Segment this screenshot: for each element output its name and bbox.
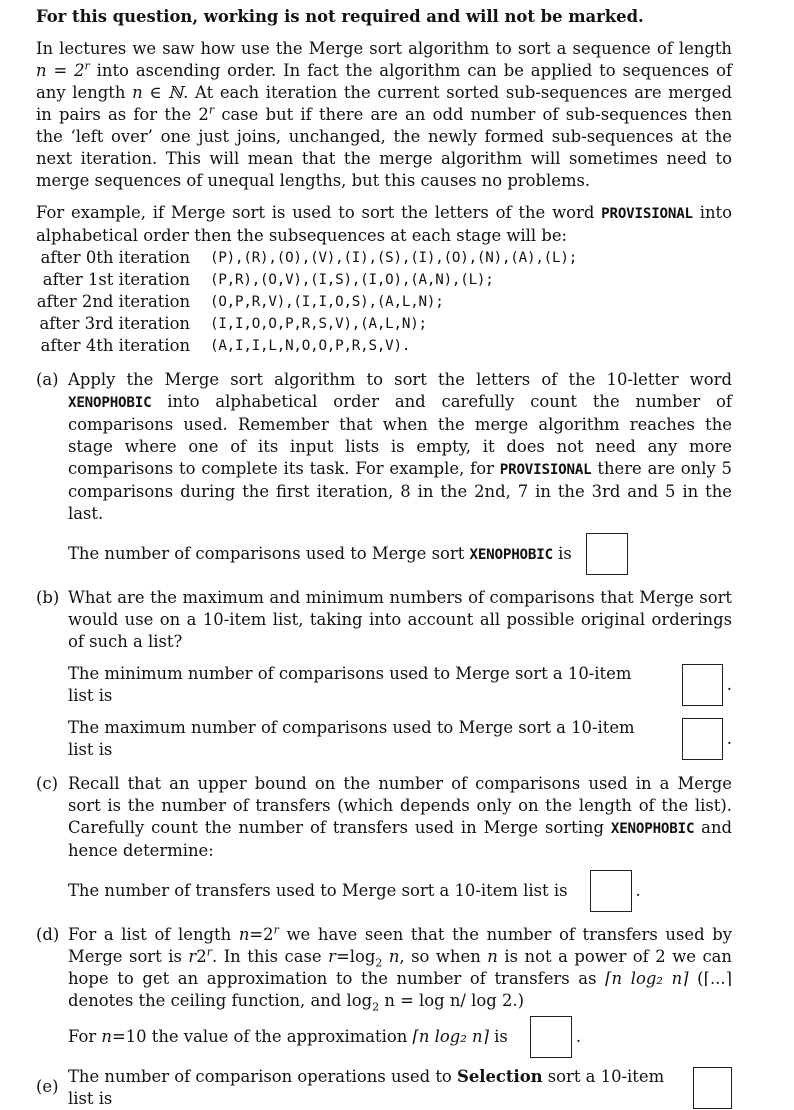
math-exponent: r xyxy=(206,945,212,959)
iteration-row xyxy=(36,247,577,269)
iteration-value: (P),(R),(O),(V),(I),(S),(I),(O),(N),(A),(L); xyxy=(210,250,578,266)
part-b-max-label: The maximum number of comparisons used to Merge sort a 10-item list is xyxy=(68,718,635,759)
math-r: r xyxy=(328,947,336,966)
math-exponent: r xyxy=(208,103,215,117)
part-e-answer-line xyxy=(68,1066,732,1110)
iteration-value: (O,P,R,V),(I,I,O,S),(A,L,N); xyxy=(210,294,444,310)
iteration-value: (P,R),(O,V),(I,S),(I,O),(A,N),(L); xyxy=(210,272,494,288)
math-ceiling-expression: ⌈n log₂ n⌉ xyxy=(605,969,689,988)
part-b-min-line xyxy=(68,663,732,707)
iteration-value: (A,I,I,L,N,O,O,P,R,S,V). xyxy=(210,338,411,354)
part-text: The number of comparison operations used to xyxy=(68,1067,457,1086)
iteration-label: after 4th iteration xyxy=(40,336,190,355)
part-d xyxy=(36,924,732,1058)
part-e-answer-label xyxy=(68,1066,671,1110)
math-n: n xyxy=(487,947,498,966)
math-exponent: r xyxy=(84,59,90,73)
word-xenophobic: XENOPHOBIC xyxy=(610,821,695,837)
word-xenophobic: XENOPHOBIC xyxy=(469,546,553,563)
part-text: For a list of length xyxy=(68,925,239,944)
iteration-label: after 3rd iteration xyxy=(39,314,190,333)
question-page xyxy=(36,6,732,1110)
part-a-answer-label xyxy=(68,543,572,566)
part-c-answer-line xyxy=(68,870,732,912)
math-text: =log xyxy=(335,947,376,966)
answer-box-e[interactable] xyxy=(693,1067,732,1109)
part-text: , so when xyxy=(399,947,488,966)
part-c-tag: (c) xyxy=(36,774,58,793)
iteration-row xyxy=(36,269,577,291)
part-b-min-label: The minimum number of comparisons used to Merge sort a 10-item list is xyxy=(68,664,632,705)
intro-text: In lectures we saw how use the Merge sort algorithm to sort a sequence of length xyxy=(36,39,732,58)
math-subscript: 2 xyxy=(372,1000,380,1014)
instruction-heading: For this question, working is not required and will not be marked. xyxy=(36,7,644,26)
iteration-label: after 1st iteration xyxy=(42,270,190,289)
intro-paragraph-1 xyxy=(36,38,732,192)
math-subscript: 2 xyxy=(375,956,383,970)
part-text: . In this case xyxy=(211,947,329,966)
intro-text: into alphabetical order then the subsequences at each stage will be: xyxy=(36,203,732,245)
iteration-row xyxy=(36,291,577,313)
word-provisional: PROVISIONAL xyxy=(499,462,592,478)
part-text: n = log n/ log 2.) xyxy=(379,991,524,1010)
iteration-table xyxy=(36,247,577,357)
part-d-tag: (d) xyxy=(36,925,60,944)
math-two: 2 xyxy=(198,105,209,124)
part-b-text: What are the maximum and minimum numbers of comparisons that Merge sort would use on a 10-item list, taking into account all possible original orderings of such a list? xyxy=(68,588,732,651)
math-n-in-N: n ∈ ℕ xyxy=(132,83,184,102)
part-text: into alphabetical order and carefully count the number of comparisons used. Remember that when the merge algorithm reaches the stage where one of its input lists is empty, it does not need any more comparisons to complete its task. For example, for xyxy=(68,392,732,478)
part-text: Recall that an upper bound on the number of comparisons used in a Merge sort is the number of transfers (which depends only on the length of the list). Carefully count the number of transfers used in Merge sorting xyxy=(68,774,732,837)
part-d-answer-line xyxy=(68,1016,732,1058)
math-n: n xyxy=(101,1027,112,1046)
iteration-row xyxy=(36,335,577,357)
part-e-tag: (e) xyxy=(36,1077,59,1096)
period: . xyxy=(726,675,732,694)
answer-box-b-max[interactable] xyxy=(682,718,722,760)
part-text: =10 the value of the approximation xyxy=(111,1027,413,1046)
part-c-text xyxy=(68,773,732,862)
iteration-label: after 2nd iteration xyxy=(36,292,190,311)
part-text: Apply the Merge sort algorithm to sort the letters of the 10-letter word xyxy=(68,370,732,389)
example-word: PROVISIONAL xyxy=(601,206,693,222)
period: . xyxy=(575,1027,582,1046)
period: . xyxy=(635,881,641,900)
part-e xyxy=(36,1066,732,1110)
math-n: n xyxy=(238,925,250,944)
part-text: For xyxy=(68,1027,102,1046)
selection-word: Selection xyxy=(457,1067,543,1086)
part-a xyxy=(36,369,732,575)
part-text: is xyxy=(488,1027,508,1046)
math-text: 2 xyxy=(196,947,207,966)
intro-text: case but if there are an odd number of sub-sequences then the ‘left over’ one just joins, unchanged, the newly formed sub-sequences at the next iteration. This will mean that the merge algorithm will sometimes need to merge sequences of unequal lengths, but this causes no problems. xyxy=(36,105,733,190)
part-d-text xyxy=(68,924,732,1012)
part-c-answer-label: The number of transfers used to Merge sort a 10-item list is xyxy=(68,881,568,900)
part-text: sort a 10-item list is xyxy=(68,1067,665,1108)
answer-box-c[interactable] xyxy=(590,870,632,912)
part-text: is not a power of 2 we can hope to get an approximation to the number of transfers as xyxy=(68,947,732,988)
math-n: n xyxy=(382,947,400,966)
intro-text: . At each iteration the current sorted sub-sequences are merged in pairs as for the xyxy=(36,83,732,124)
iteration-value: (I,I,O,O,P,R,S,V),(A,L,N); xyxy=(210,316,427,332)
part-a-text xyxy=(68,369,732,525)
part-a-tag: (a) xyxy=(36,370,59,389)
part-b xyxy=(36,587,732,761)
iteration-label: after 0th iteration xyxy=(40,248,190,267)
part-d-answer-label xyxy=(68,1026,508,1048)
part-text: is xyxy=(552,543,572,563)
answer-box-b-min[interactable] xyxy=(682,664,723,706)
intro-text: For example, if Merge sort is used to sort the letters of the word xyxy=(36,203,602,222)
part-b-tag: (b) xyxy=(36,588,60,607)
math-n-equals: n = 2 xyxy=(36,61,85,80)
part-text: there are only 5 comparisons during the first iteration, 8 in the 2nd, 7 in the 3rd and 5 in the last. xyxy=(68,459,732,523)
part-c xyxy=(36,773,732,912)
intro-text: into ascending order. In fact the algorithm can be applied to sequences of any length xyxy=(36,61,733,102)
part-b-max-line xyxy=(68,717,732,761)
answer-box-d[interactable] xyxy=(530,1016,572,1058)
part-text: (⌈...⌉ denotes the ceiling function, and log xyxy=(68,969,732,1010)
iteration-row xyxy=(36,313,577,335)
math-ceiling-expression: ⌈n log₂ n⌉ xyxy=(412,1027,489,1046)
math-exponent: r xyxy=(273,923,279,937)
part-text: The number of comparisons used to Merge sort xyxy=(68,543,470,563)
math-r: r xyxy=(188,947,197,966)
part-a-answer-line xyxy=(68,533,732,575)
word-xenophobic: XENOPHOBIC xyxy=(68,395,152,411)
math-text: =2 xyxy=(249,925,274,944)
part-text: and hence determine: xyxy=(68,818,732,860)
intro-paragraph-2 xyxy=(36,202,732,247)
part-text: we have seen that the number of transfers used by Merge sort is xyxy=(68,925,732,966)
period: . xyxy=(726,729,732,748)
answer-box-a[interactable] xyxy=(586,533,628,575)
